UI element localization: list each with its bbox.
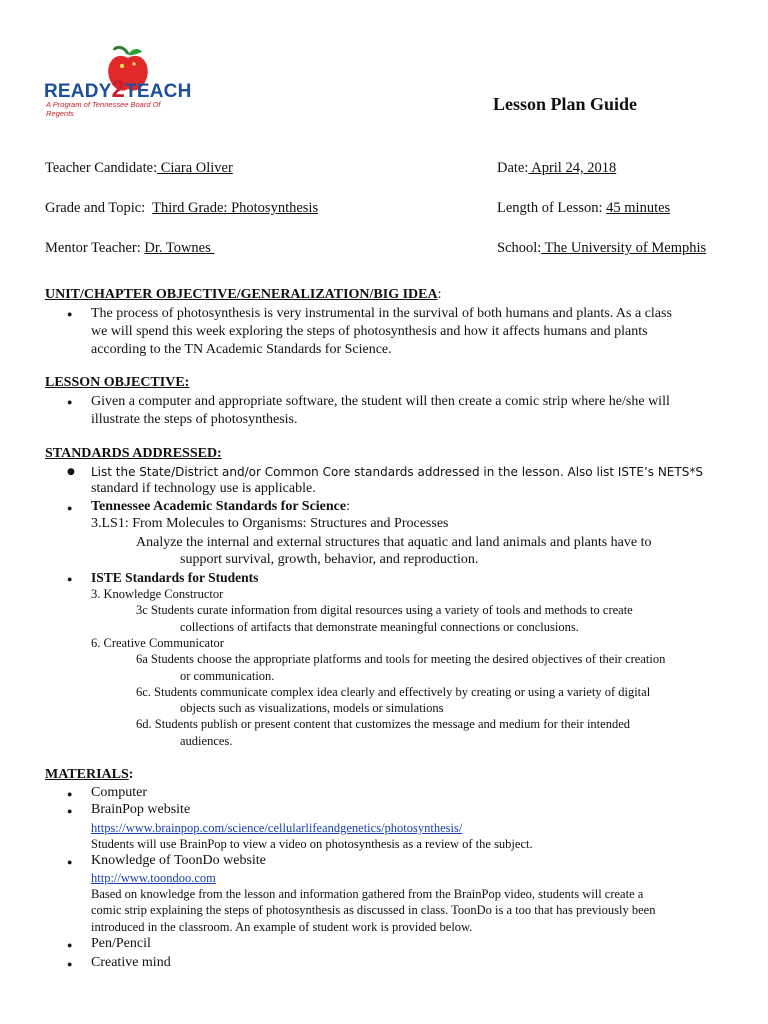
material-brainpop: [91, 802, 190, 818]
ls1-title: 3.LS1: From Molecules to Organisms: Structures and Processes: [91, 516, 449, 531]
material-computer: [91, 785, 147, 801]
material-brainpop-text: BrainPop website: [91, 802, 191, 817]
iste-heading-text: ISTE Standards for Students: [91, 570, 259, 585]
school-label: School:: [497, 240, 542, 256]
brainpop-note: Students will use BrainPop to view a video on photosynthesis as a review of the subject.: [91, 837, 533, 851]
date-field: [497, 160, 616, 177]
materials-heading-text: MATERIALS: [45, 767, 129, 782]
unit-line-1: ● The process of photosynthesis is very instrumental in the survival of both humans and plants. As a class: [91, 305, 672, 323]
toondo-note-line-1: Based on knowledge from the lesson and information gathered from the BrainPop video, students will create a: [91, 887, 644, 901]
standard-6a-line-1: 6a Students choose the appropriate platforms and tools for meeting the desired objectives of their creation: [136, 652, 666, 666]
teacher-label: Teacher Candidate:: [45, 160, 158, 176]
toondo-note-line-2: comic strip explaining the steps of photosynthesis as discussed in class. ToonDo is a too that has previously been: [91, 903, 656, 917]
ready2teach-logo: [44, 44, 192, 118]
material-toondo-text: Knowledge of ToonDo website: [91, 853, 266, 868]
ls1-desc-line-1: Analyze the internal and external structures that aquatic and land animals and plants have to: [136, 535, 652, 550]
unit-line-2: we will spend this week exploring the steps of photosynthesis and how it affects humans and plants: [91, 324, 648, 339]
brainpop-link[interactable]: https://www.brainpop.com/science/cellularlifeandgenetics/photosynthesis/: [91, 821, 463, 835]
unit-heading-colon: :: [437, 287, 442, 302]
toondo-note-line-3: introduced in the classroom. An example of student work is provided below.: [91, 920, 473, 934]
unit-objective-text: [91, 305, 672, 359]
logo-tagline: A Program of Tennessee Board Of Regents: [46, 100, 161, 118]
standard-6a-line-2: or communication.: [180, 669, 275, 683]
lesson-objective-heading: LESSON OBJECTIVE:: [45, 375, 190, 390]
logo-wordmark: READY2TEACH: [44, 76, 192, 103]
length-field: [497, 200, 670, 217]
unit-heading-text: UNIT/CHAPTER OBJECTIVE/GENERALIZATION/BIG IDEA: [45, 287, 438, 302]
ls1-desc-line-2: support survival, growth, behavior, and reproduction.: [180, 552, 479, 567]
grade-label: Grade and Topic:: [45, 200, 153, 216]
material-pen: [91, 936, 151, 952]
standard-6d-line-1: 6d. Students publish or present content that customizes the message and medium for their intended: [136, 717, 630, 731]
objective-line-1: ● Given a computer and appropriate software, the student will then create a comic strip where he/she will: [91, 393, 670, 411]
grade-value: Third Grade: Photosynthesis: [152, 200, 319, 216]
unit-objective-heading: [45, 287, 442, 303]
creative-communicator: 6. Creative Communicator: [91, 636, 224, 650]
mentor-value: Dr. Townes: [144, 240, 215, 256]
tn-heading-colon: :: [346, 499, 350, 514]
unit-line-3: according to the TN Academic Standards for Science.: [91, 342, 392, 357]
material-toondo: [91, 853, 266, 869]
mentor-label: Mentor Teacher:: [45, 240, 145, 256]
materials-heading: [45, 767, 133, 783]
date-value: April 24, 2018: [528, 160, 617, 176]
length-value: 45 minutes: [606, 200, 671, 216]
teacher-candidate-field: [45, 160, 233, 177]
objective-line-2: illustrate the steps of photosynthesis.: [91, 412, 298, 427]
page-title: Lesson Plan Guide: [493, 94, 638, 114]
grade-topic-field: [45, 200, 318, 217]
standards-note-line-2: standard if technology use is applicable.: [91, 481, 316, 496]
standard-3c-line-1: 3c Students curate information from digital resources using a variety of tools and methods to create: [136, 603, 633, 617]
knowledge-constructor: 3. Knowledge Constructor: [91, 587, 224, 601]
tn-heading-text: Tennessee Academic Standards for Science: [91, 499, 347, 514]
material-mind-text: Creative mind: [91, 955, 171, 970]
materials-heading-colon: :: [128, 767, 134, 782]
length-label: Length of Lesson:: [497, 200, 607, 216]
standards-note-line-1: ● List the State/District and/or Common Core standards addressed in the lesson. Also list ISTE’s NETS*S: [91, 463, 703, 481]
iste-heading: [91, 570, 258, 586]
standard-6c-line-2: objects such as visualizations, models or simulations: [180, 701, 444, 715]
teacher-value: Ciara Oliver: [157, 160, 233, 176]
material-pen-text: Pen/Pencil: [91, 936, 151, 951]
tn-standards-heading: [91, 499, 350, 515]
toondo-link[interactable]: http://www.toondoo.com: [91, 871, 216, 885]
material-mind: [91, 955, 171, 971]
school-field: [497, 240, 706, 257]
standard-6c-line-1: 6c. Students communicate complex idea clearly and effectively by creating or using a variety of digital: [136, 685, 651, 699]
standards-heading: STANDARDS ADDRESSED:: [45, 446, 222, 461]
mentor-teacher-field: [45, 240, 214, 257]
standards-list-note: [91, 463, 703, 481]
date-label: Date:: [497, 160, 529, 176]
standard-6d-line-2: audiences.: [180, 734, 233, 748]
lesson-objective-text: [91, 393, 670, 429]
standard-3c-line-2: collections of artifacts that demonstrate meaningful connections or conclusions.: [180, 620, 579, 634]
school-value: The University of Memphis: [541, 240, 707, 256]
material-computer-text: Computer: [91, 785, 147, 800]
